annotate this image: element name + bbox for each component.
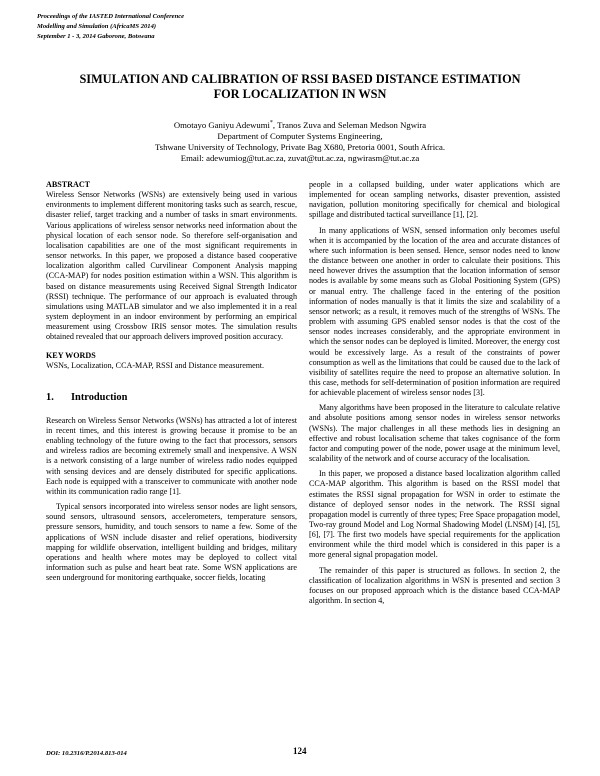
section-1-heading bbox=[46, 391, 297, 404]
left-column bbox=[46, 180, 297, 583]
intro-paragraph-4: In many applications of WSN, sensed information only becomes useful when it is accompanied by the location of the area and accurate distances of where such information is been sensed. Hence, sensor nodes need to know the distance between one another in order to calculate their positions. This need however drives the assumption that the location information of sensor nodes is available by some means such as Global Positioning System (GPS) or manual entry. The challenge faced in the entering of the position information of nodes manually is that it limits the size and scalability of a sensor network; as a result, it removes much of the strengths of WSNs. The problem with assuming GPS enabled sensor nodes is that the cost of the sensor nodes increases considerably, and the appropriate environment in which the sensor nodes can be deployed is limited. Moreover, the energy cost would be excessively large. As a result of the constraints of power consumption as well as the limitations that could be caused due to the lack of visibility of satellites require the need to propose an alternative solution. In this case, methods for self-determination of position information are required for achievable placement of wireless sensor nodes [3]. bbox=[309, 225, 560, 398]
right-column bbox=[309, 180, 560, 606]
keywords-body: WSNs, Localization, CCA-MAP, RSSI and Distance measurement. bbox=[46, 360, 265, 370]
title-line-1: SIMULATION AND CALIBRATION OF RSSI BASED DISTANCE ESTIMATION bbox=[79, 72, 521, 86]
intro-paragraph-7: The remainder of this paper is structured as follows. In section 2, the classification of localization algorithms in WSN is presented and section 3 focuses on our proposed approach which is the distance based CCA-MAP algorithm. In section 4, bbox=[309, 565, 560, 606]
proceedings-header bbox=[37, 12, 184, 42]
footer-doi: DOI: 10.2316/P.2014.813-014 bbox=[46, 750, 127, 757]
corresponding-mark: * bbox=[269, 120, 273, 126]
author-1: Omotayo Ganiyu Adewumi bbox=[173, 119, 270, 130]
proceedings-line-2: Modelling and Simulation (AfricaMS 2014) bbox=[37, 23, 157, 30]
intro-paragraph-5: Many algorithms have been proposed in the literature to calculate relative and absolute positions among sensor nodes in wireless sensor networks (WSNs). The major challenges in all these methods lies in designing an effective and robust localisation scheme that takes cognisance of the form factor and computing power of the node, power usage at the minimum level, scalability of the network and of course accuracy of the localisation. bbox=[309, 403, 560, 464]
author-university: Tshwane University of Technology, Private Bag X680, Pretoria 0001, South Africa. bbox=[154, 141, 445, 152]
author-names bbox=[30, 118, 570, 131]
title-line-2: FOR LOCALIZATION IN WSN bbox=[213, 87, 387, 101]
proceedings-line-3: September 1 - 3, 2014 Gaborone, Botswana bbox=[37, 33, 155, 40]
author-block bbox=[30, 118, 570, 164]
author-department: Department of Computer Systems Engineering, bbox=[217, 130, 383, 141]
intro-paragraph-6: In this paper, we proposed a distance based localization algorithm called CCA-MAP algorithm. This algorithm is based on the RSSI model that estimates the RSSI signal propagation for WSN in order to estimate the distance of deployed sensor nodes in the network. The RSSI signal propagation model is currently of three types; Free Space propagation model, Two-ray ground Model and Log Normal Shadowing Model (LNSM) [4], [5], [6], [7]. The first two models have special requirements for the application environment while the third model which is considered in this paper is a more general signal propagation model. bbox=[309, 469, 560, 560]
abstract-body: Wireless Sensor Networks (WSNs) are extensively being used in various environments to implement different monitoring tasks such as search, rescue, disaster relief, target tracking and a number of tasks in smart environments. Various applications of wireless sensor networks need information about the physical location of each sensor node. So therefore self-organisation and localisation capabilities are one of the most significant requirements in sensor networks. In this paper, we proposed a distance based cooperative localization algorithm called Curvilinear Component Analysis mapping (CCA-MAP) for nodes position estimation within a WSN. This algorithm is based on distance measurements using Received Signal Strength Indicator (RSSI) technique. The performance of our approach is evaluated through simulations using MATLAB simulator and we also implemented it in a real system deployment in an indoor environment by performing an empirical measurement using Crossbow IRIS sensor motes. The simulation results obtained revealed that our approach delivers improved position accuracy. bbox=[46, 190, 297, 342]
proceedings-line-1: Proceedings of the IASTED International Conference bbox=[37, 13, 185, 20]
intro-paragraph-3: people in a collapsed building, under water applications which are implemented for ocean sampling networks, disaster prevention, assisted navigation, pollution monitoring specifically for chemical and biological spillage and distributed tactical surveillance [1], [2]. bbox=[309, 180, 560, 220]
section-1-number: 1. bbox=[46, 391, 54, 403]
paper-title bbox=[30, 72, 570, 102]
intro-paragraph-1: Research on Wireless Sensor Networks (WSNs) has attracted a lot of interest in recent times, and this interest is growing because it promise to be an enabling technology of the future owing to the fact that processors, sensors and wireless radios are becoming extremely small and inexpensive. A WSN is a network consisting of a large number of wireless radio nodes equipped with sensing devices and are densely distributed for specific applications. Each node is equipped with a transceiver to communicate with another node within its communication radio range [1]. bbox=[46, 415, 297, 496]
abstract-heading: ABSTRACT bbox=[46, 180, 91, 189]
intro-paragraph-2: Typical sensors incorporated into wireless sensor nodes are light sensors, sound sensors, ultrasound sensors, accelerometers, temperature sensors, pressure sensors, humidity, and touch sensors to name a few. Some of the applications of WSN include disaster and relief operations, biodiversity mapping for wildlife observation, intelligent building and bridges, military operations and health where motes may be deployed to collect vital information such as pulse and heart beat rate. Some WSN applications are seen underground for monitoring earthquake, soccer fields, locating bbox=[46, 502, 297, 583]
author-others: , Tranos Zuva and Seleman Medson Ngwira bbox=[272, 119, 427, 130]
author-emails: Email: adewumiog@tut.ac.za, zuvat@tut.ac.za, ngwirasm@tut.ac.za bbox=[180, 152, 420, 163]
page-number: 124 bbox=[293, 746, 307, 756]
section-1-title: Introduction bbox=[71, 391, 128, 403]
keywords-heading: KEY WORDS bbox=[46, 350, 96, 360]
